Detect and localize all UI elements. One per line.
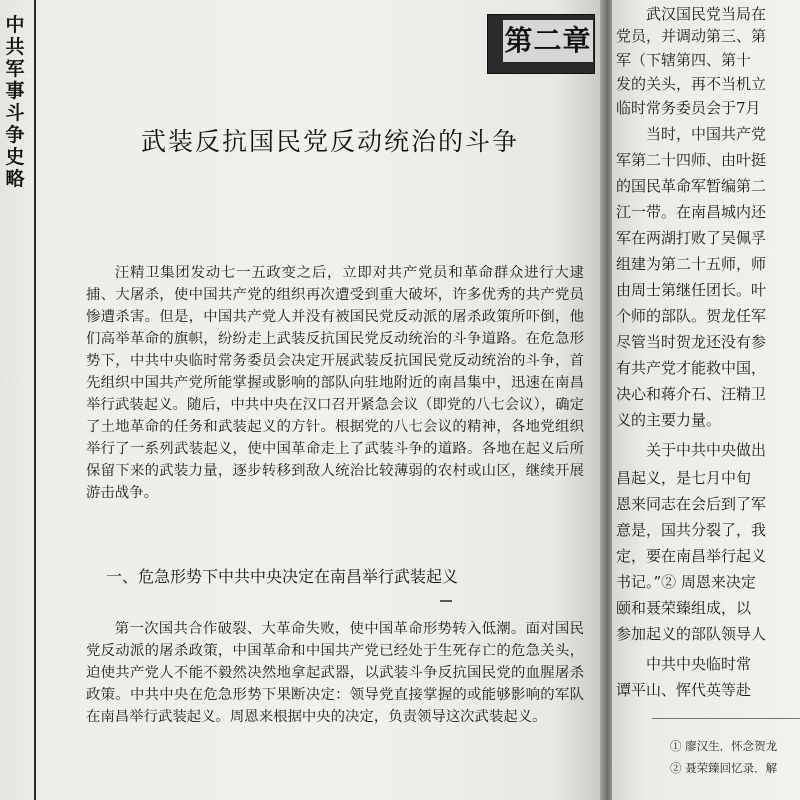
right-page-line: 昌起义，是七月中旬 [616, 469, 752, 487]
section-heading: 一、危急形势下中共中央决定在南昌举行武装起义 [106, 567, 459, 586]
right-page-line: 义的主要力量。 [616, 411, 722, 429]
right-page-line: 发的关头，再不当机立 [616, 75, 767, 93]
right-page-line: 书记。”② 周恩来决定 [616, 573, 756, 591]
chapter-label: 第二章 [503, 20, 593, 62]
right-page-line: 定，要在南昌举行起义 [616, 547, 767, 565]
body-paragraph-section-1: 第一次国共合作破裂、大革命失败，使中国革命形势转入低潮。面对国民党反动派的屠杀政策，中国革命和中国共产党已经处于生死存亡的危急关头，迫使共产党人不能不毅然决然地拿起武器，以武装斗争反抗国民党的血腥屠杀政策。中共中央在危急形势下果断决定：领导党直接掌握的或能够影响的军队在南昌举行武装起义。周恩来根据中央的决定，负责领导这次武装起义。 [86, 621, 584, 725]
right-page-line: 临时常务委员会于7月 [616, 99, 761, 117]
right-page-line: 当时，中国共产党 [646, 125, 767, 143]
right-page-line: 关于中共中央做出 [646, 441, 767, 459]
right-page-line: 参加起义的部队领导人 [616, 625, 767, 643]
right-page-line: 意是，国共分裂了，我 [616, 521, 767, 539]
right-page-line: 党员，并调动第三、第 [616, 27, 767, 45]
right-page-line: 谭平山、恽代英等赴 [616, 681, 752, 699]
right-page-line: 中共中央临时常 [646, 655, 752, 673]
right-page-line: 恩来同志在会后到了军 [616, 495, 767, 513]
right-page-line: 有共产党才能救中国， [616, 359, 767, 377]
footnote: ② 聂荣臻回忆录．解 [670, 761, 778, 775]
right-page-line: 江一带。在南昌城内还 [616, 203, 767, 221]
right-page-line: 由周士第继任团长。叶 [616, 281, 767, 299]
chapter-title: 武装反抗国民党反动统治的斗争 [140, 127, 519, 156]
right-page-line: 军第二十四师、由叶挺 [616, 151, 767, 169]
body-paragraph-intro: 汪精卫集团发动七一五政变之后，立即对共产党员和革命群众进行大逮捕、大屠杀，使中国共产党的组织再次遭受到重大破坏，许多优秀的共产党员惨遭杀害。但是，中国共产党人并没有被国民党反动派的屠杀政策所吓倒，他们高举革命的旗帜，纷纷走上武装反抗国民党反动统治的斗争道路。在危急形势下，中共中央临时常务委员会决定开展武装反抗国民党反动统治的斗争，首先组织中国共产党所能掌握或影响的部队向驻地附近的南昌集中，迅速在南昌举行武装起义。随后，中共中央在汉口召开紧急会议（即党的八七会议），确定了土地革命的任务和武装起义的方针。根据党的八七会议的精神，各地党组织举行了一系列武装起义，使中国革命走上了武装斗争的道路。各地在起义后所保留下来的武装力量，逐步转移到敌人统治比较薄弱的农村或山区，继续开展游击战争。 [86, 265, 584, 501]
right-page-line: 军（下辖第四、第十 [616, 51, 752, 69]
right-page-line: 个师的部队。贺龙任军 [616, 307, 767, 325]
right-page-line: 颐和聂荣臻组成，以 [616, 599, 752, 617]
footnote-rule [652, 718, 800, 719]
right-page [612, 0, 800, 800]
running-head-rule [34, 0, 36, 800]
right-page-line: 尽管当时贺龙还没有参 [616, 333, 767, 351]
print-mark [440, 600, 452, 602]
right-page-line: 的国民革命军暂编第二 [616, 177, 767, 195]
running-head: 中共军事斗争史略 [5, 14, 25, 190]
right-page-line: 军在两湖打败了吴佩孚 [616, 229, 767, 247]
right-page-line: 决心和蒋介石、汪精卫 [616, 385, 767, 403]
right-page-line: 武汉国民党当局在 [646, 5, 767, 23]
footnote: ① 廖汉生．怀念贺龙 [670, 739, 778, 753]
right-page-line: 组建为第二十五师，师 [616, 255, 767, 273]
